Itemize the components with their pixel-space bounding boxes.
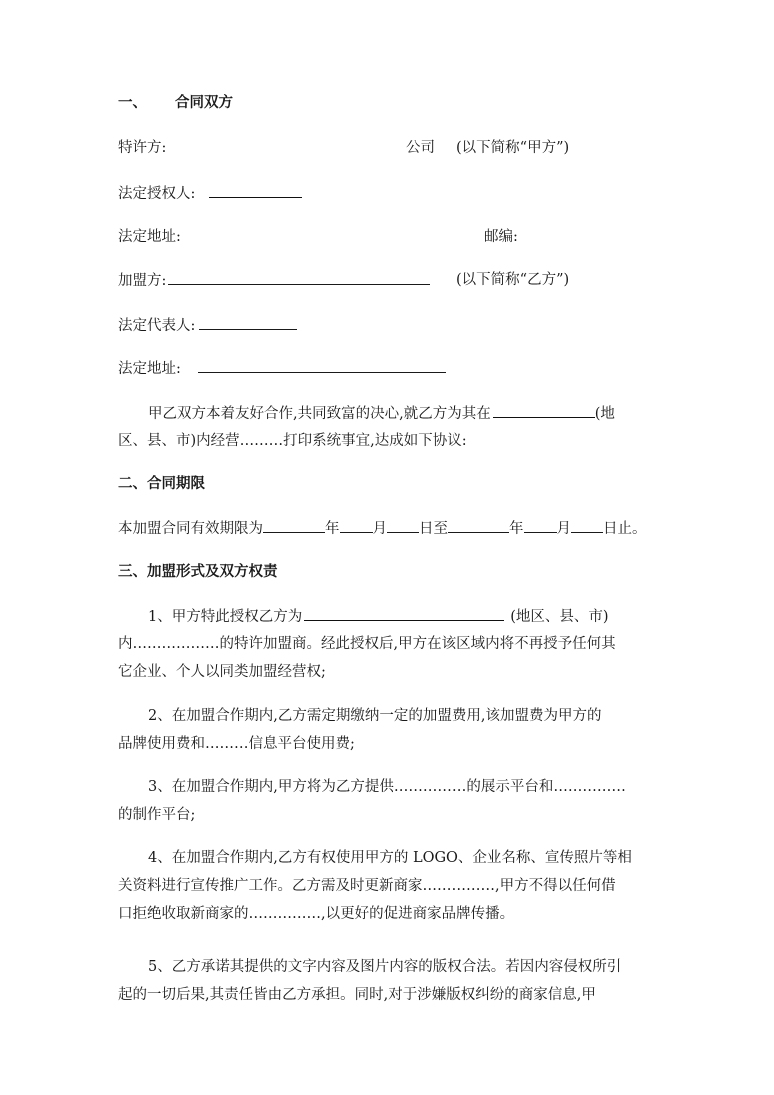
clause-5-text-1: 5、乙方承诺其提供的文字内容及图片内容的版权合法。若因内容侵权所引: [148, 959, 622, 975]
section-1-number: 一、: [118, 94, 147, 111]
clause-1-text-2: 内………………的特许加盟商。经此授权后,甲方在该区域内将不再授予任何其: [118, 636, 616, 652]
period-month-2: 月: [556, 521, 571, 537]
clause-3-line-2: [118, 805, 658, 825]
clause-5-line-1: [148, 957, 688, 977]
period-start-month-blank: [340, 518, 373, 533]
period-prefix: 本加盟合同有效期限为: [118, 521, 263, 537]
clause-2-line-2: [118, 734, 658, 754]
period-end: 日止。: [603, 521, 647, 537]
clause-5-line-2: [118, 985, 658, 1005]
section-2-title: 二、合同期限: [118, 475, 205, 492]
clause-2-text-1: 2、在加盟合作期内,乙方需定期缴纳一定的加盟费用,该加盟费为甲方的: [148, 708, 602, 724]
section-2-heading: [118, 474, 658, 494]
clause-3-text-2: 的制作平台;: [118, 807, 196, 823]
clause-4-line-3: [118, 904, 658, 924]
section-3-title: 三、加盟形式及双方权责: [118, 563, 278, 580]
franchisor-company: 公司: [406, 140, 435, 156]
period-year: 年: [325, 521, 340, 537]
intro-region-blank: [493, 403, 595, 418]
clause-4-text-2: 关资料进行宣传推广工作。乙方需及时更新商家……………,甲方不得以任何借: [118, 878, 616, 894]
address1-row: [118, 227, 658, 247]
clause-4-line-1: [148, 848, 688, 868]
intro-text-1: 甲乙双方本着友好合作,共同致富的决心,就乙方为其在: [148, 406, 491, 422]
period-day-to: 日至: [419, 521, 448, 537]
address1-label: 法定地址:: [118, 229, 181, 245]
clause-2-line-1: [148, 706, 688, 726]
franchisee-alias: (以下简称“乙方”): [456, 272, 570, 288]
address2-row: [118, 358, 658, 379]
period-start-year-blank: [263, 518, 325, 533]
address2-blank: [198, 358, 446, 373]
postcode-label: 邮编:: [484, 229, 518, 245]
franchisee-label: 加盟方:: [118, 273, 167, 289]
period-row: [118, 518, 658, 539]
period-end-year-blank: [448, 518, 509, 533]
clause-4-text-1: 4、在加盟合作期内,乙方有权使用甲方的 LOGO、企业名称、宣传照片等相: [148, 850, 632, 866]
intro-text-2: 区、县、市)内经营………打印系统事宜,达成如下协议:: [118, 433, 467, 449]
clause-1-region-blank: [304, 606, 504, 621]
period-end-day-blank: [571, 518, 603, 533]
clause-5-text-2: 起的一切后果,其责任皆由乙方承担。同时,对于涉嫌版权纠纷的商家信息,甲: [118, 987, 596, 1003]
section-1-title: 合同双方: [175, 94, 233, 111]
clause-1-line-2: [118, 634, 658, 654]
clause-1-line-3: [118, 662, 658, 682]
rep-label: 法定代表人:: [118, 318, 196, 334]
period-month: 月: [372, 521, 387, 537]
clause-4-line-2: [118, 876, 658, 896]
clause-2-text-2: 品牌使用费和………信息平台使用费;: [118, 736, 355, 752]
clause-4-text-3: 口拒绝收取新商家的……………,以更好的促进商家品牌传播。: [118, 906, 515, 922]
period-end-month-blank: [524, 518, 557, 533]
period-start-day-blank: [387, 518, 419, 533]
franchisee-blank: [168, 270, 430, 285]
period-year-2: 年: [509, 521, 524, 537]
rep-blank: [199, 315, 297, 330]
clause-1-text-1-end: (地区、县、市): [510, 609, 609, 625]
clause-3-line-1: [148, 777, 688, 797]
intro-line-1: [148, 403, 688, 424]
clause-1-text-1: 1、甲方特此授权乙方为: [148, 609, 303, 625]
address2-label: 法定地址:: [118, 361, 181, 377]
auth-person-row: [118, 183, 658, 204]
clause-3-text-1: 3、在加盟合作期内,甲方将为乙方提供……………的展示平台和……………: [148, 779, 626, 795]
intro-text-1-end: (地: [594, 406, 615, 422]
auth-person-blank: [209, 183, 302, 198]
franchisee-row: [118, 270, 658, 291]
section-1-heading: [118, 93, 658, 113]
clause-1-line-1: [148, 606, 688, 627]
franchisor-row: [118, 138, 658, 158]
clause-1-text-3: 它企业、个人以同类加盟经营权;: [118, 664, 326, 680]
intro-line-2: [118, 431, 658, 451]
franchisor-label: 特许方:: [118, 140, 167, 156]
section-3-heading: [118, 562, 658, 582]
rep-row: [118, 315, 658, 336]
franchisor-alias: (以下简称“甲方”): [456, 140, 570, 156]
auth-person-label: 法定授权人:: [118, 186, 196, 202]
